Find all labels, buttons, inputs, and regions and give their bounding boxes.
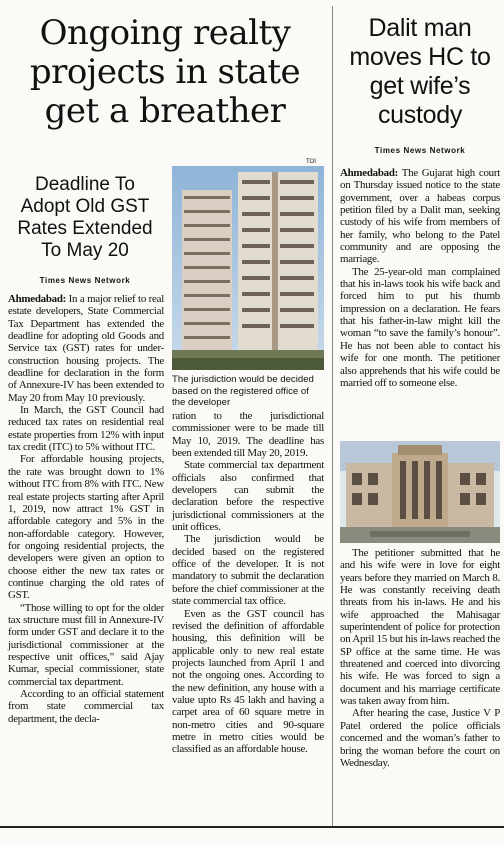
photo-credit: TOI (306, 159, 316, 165)
story1-column-2 (172, 410, 324, 756)
story2-column-top (340, 167, 500, 389)
story1-paragraph: ration to the jurisdictional commissioner were to be made till May 10, 2019. The deadline has been extended till May 20, 2019. (172, 410, 324, 460)
byline: Times News Network (39, 276, 131, 285)
subheadline-text: Deadline To Adopt Old GST Rates Extended To May 20 (17, 174, 153, 261)
story1-paragraph: For affordable housing projects, the rate was brought down to 1% without ITC from 8% with ITC. New real estate projects starting after April 1, 2019, now attract 1% GST in affordable category and 5% in the non-affordable category. However, for ongoing residential projects, the developers were given an option to choose either the new tax rates or continue charging the old rates of GST. (8, 453, 164, 602)
story1-paragraph: Even as the GST council has revised the definition of affordable housing, this definition will be applicable only to new real estate projects launched from April 1 and not the ongoing ones. According to the new definition, any house with a value upto Rs 45 lakh and having a carpet area of 60 square metre in non-metro cities and 90-square metre in metro cities would be classified as an affordable house. (172, 607, 324, 756)
column-divider (332, 6, 333, 826)
story2-paragraph: The 25-year-old man complained that his in-laws took his wife back and forced him to put his thumb impression on a declaration. He fears that his father-in-law might kill the woman “to save the family’s honour”. He has not been able to contact his wife for one month. The petitioner also apprehends that his wife could be married off to someone else. (340, 265, 500, 389)
story2-paragraph: Ahmedabad: The Gujarat high court on Thursday issued notice to the state government, over a habeas corpus petition filed by a Dalit man, seeking custody of his wife from members of her family, who belong to the Patel community and are opposing the marriage. (340, 167, 500, 266)
story1-column-1 (8, 293, 164, 725)
story1-paragraph: State commercial tax department officials also confirmed that developers can submit the declaration before the respective jurisdictional commissioners at the unit offices. (172, 459, 324, 534)
main-headline: Ongoing realty projects in state get a breather (29, 13, 301, 131)
dateline: Ahmedabad: (8, 293, 67, 305)
story1-paragraph: According to an official statement from state commercial tax department, the decla- (8, 688, 164, 725)
story2-paragraph: The petitioner submitted that he and his wife were in love for eight years before they married on March 8. He was constantly receiving death threats from his in-laws. He and his wife approached the Mahisagar superintendent of police for protection on April 15 but his in-laws reached the SP office at the same time. He was threatened and coerced into divorcing his wife. He was forced to sign a document and his marriage certificate was taken away from him. (340, 547, 500, 708)
story2-column-bottom (340, 547, 500, 769)
story1-paragraph: “Those willing to opt for the older tax structure must fill in Annexure-IV form under GST and declare it to the jurisdictional commissioner at the respective unit offices,” said Ajay Kumar, special commissioner, state commercial tax department. (8, 601, 164, 688)
story1-paragraph: The jurisdiction would be decided based on the registered office of the developer. It is not mandatory to submit the declaration before the chief commissioner at the state commercial tax office. (172, 533, 324, 608)
page-bottom-rule (0, 826, 504, 828)
story1-paragraph: In March, the GST Council had reduced tax rates on residential real estate properties from 12% with input tax credit (ITC) to 5% without ITC. (8, 404, 164, 454)
photo-caption: The jurisdiction would be decided based on the registered office of the developer (172, 374, 314, 408)
high-court-building-photo (340, 441, 500, 543)
apartment-building-photo (172, 166, 324, 370)
byline-2: Times News Network (374, 146, 466, 155)
story2-paragraph: After hearing the case, Justice V P Patel ordered the police officials concerned and the woman’s father to bring the woman before the court on Wednesday. (340, 707, 500, 769)
subheadline (10, 174, 160, 292)
dateline-2: Ahmedabad: (340, 167, 399, 179)
side-headline: Dalit man moves HC to get wife’s custody (349, 14, 491, 129)
story1-paragraph: Ahmedabad: In a major relief to real estate developers, State Commercial Tax Department has extended the deadline for adopting old Goods and Service tax (GST) rates for under-construction housing projects. The deadline for declaration in the form of Annexure-IV has been extended to May 20 from May 10 previously. (8, 293, 164, 404)
